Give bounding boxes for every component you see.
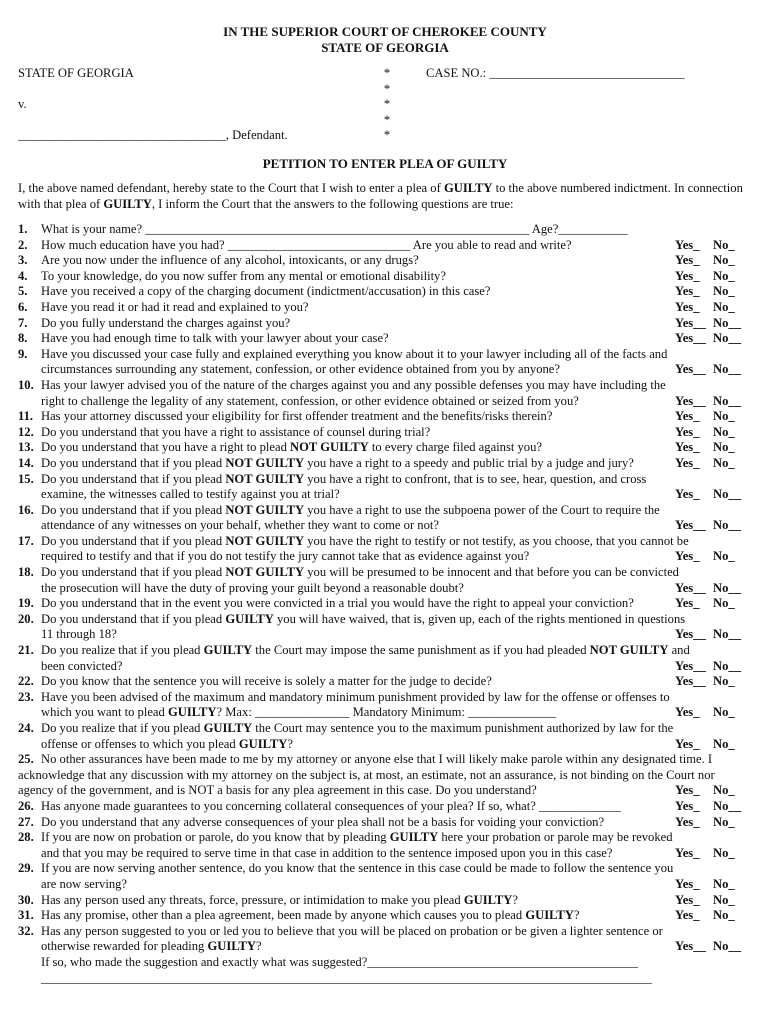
yes-no-answer[interactable]: Yes_ No_ — [675, 736, 735, 751]
question-number: 9. — [18, 346, 28, 361]
yes-no-answer[interactable]: Yes_ No_ — [675, 268, 735, 283]
question-number: 19. — [18, 596, 34, 611]
question-item — [18, 534, 758, 565]
question-item — [18, 924, 758, 955]
question-number: 5. — [18, 284, 28, 299]
court-heading — [0, 24, 770, 56]
question-text: Do you fully understand the charges against you? — [41, 315, 291, 330]
question-text: Has any person used any threats, force, pressure, or intimidation to make you plead GUILTY? — [41, 892, 518, 907]
yes-no-answer[interactable]: Yes_ No_ — [675, 814, 735, 829]
question-number: 22. — [18, 674, 34, 689]
question-text: Have you read it or had it read and explained to you? — [41, 299, 309, 314]
question-text: Has anyone made guarantees to you concerning collateral consequences of your plea? If so, what? _____________ — [41, 798, 621, 813]
yes-no-answer[interactable]: Yes__ No__ — [675, 393, 741, 408]
question-item — [18, 300, 758, 316]
question-text: If you are now serving another sentence, do you know that the sentence in this case could be made to follow the sentence you are now serving? — [41, 861, 674, 891]
question-number: 13. — [18, 440, 34, 455]
question-text: To your knowledge, do you now suffer from any mental or emotional disability? — [41, 268, 446, 283]
question-item — [18, 799, 758, 815]
question-text: Do you realize that if you plead GUILTY the Court may impose the same punishment as if you had pleaded NOT GUILTY and been convicted? — [41, 643, 690, 673]
question-item — [18, 347, 758, 378]
question-number: 14. — [18, 455, 34, 470]
question-number: 11. — [18, 409, 34, 424]
question-number: 17. — [18, 533, 34, 548]
question-text: Has your lawyer advised you of the nature of the charges against you and any possible defenses you may have including the right to challenge the legality of any statement, confession, or other evidence obtained or seized from you? — [41, 377, 666, 408]
question-text: Has your attorney discussed your eligibility for first offender treatment and the benefits/risks therein? — [41, 409, 553, 424]
question-item — [18, 253, 758, 269]
question-text: Do you understand that any adverse consequences of your plea shall not be a basis for voiding your conviction? — [41, 814, 605, 829]
question-item — [18, 893, 758, 909]
yes-no-answer[interactable]: Yes_ No__ — [675, 487, 741, 502]
question-item — [18, 830, 758, 861]
question-number: 25. — [18, 752, 34, 767]
question-text: Has any person suggested to you or led you to believe that you will be placed on probation or be given a lighter sentence or otherwise rewarded for pleading GUILTY? — [41, 923, 663, 954]
question-number: 31. — [18, 908, 34, 923]
question-text: Do you realize that if you plead GUILTY the Court may sentence you to the maximum punishment authorized by law for the offense or offenses to which you plead GUILTY? — [41, 721, 674, 751]
question-text: Has any promise, other than a plea agreement, been made by anyone which causes you to plead GUILTY? — [41, 908, 580, 923]
yes-no-answer[interactable]: Yes_ No__ — [675, 798, 741, 813]
court-name: IN THE SUPERIOR COURT OF CHEROKEE COUNTY — [223, 24, 547, 39]
question-number: 7. — [18, 315, 28, 330]
question-number: 16. — [18, 502, 34, 517]
question-list — [18, 222, 758, 986]
question-item — [18, 269, 758, 285]
yes-no-answer[interactable]: Yes__ No__ — [675, 580, 741, 595]
question-item — [18, 378, 758, 409]
versus-label: v. — [18, 97, 27, 112]
question-item — [18, 690, 758, 721]
question-text: No other assurances have been made to me by my attorney or anyone else that I will likely make parole within any designated time. I acknowledge that any discussion with my attorney on the subject is, at most, an estimate, not an assurance, is not binding on the Court nor agency of the government, and is NOT a basis for any plea agreement in this case. Do you understand? — [18, 752, 715, 798]
yes-no-answer[interactable]: Yes_ No_ — [675, 424, 735, 439]
yes-no-answer[interactable]: Yes_ No_ — [675, 455, 735, 470]
question-item — [18, 955, 758, 971]
question-item — [18, 971, 758, 987]
question-number: 4. — [18, 268, 28, 283]
question-text: Have you received a copy of the charging document (indictment/accusation) in this case? — [41, 284, 491, 299]
question-text: Do you understand that in the event you were convicted in a trial you would have the right to appeal your conviction? — [41, 596, 634, 611]
question-number: 21. — [18, 643, 34, 658]
question-number: 8. — [18, 331, 28, 346]
question-text: Do you understand that you have a right to assistance of counsel during trial? — [41, 424, 431, 439]
question-item — [18, 908, 758, 924]
intro-paragraph: I, the above named defendant, hereby state to the Court that I wish to enter a plea of GUILTY to the above numbered indictment. In connection with that plea of GUILTY, I inform the Court that the answers to the following questions are true: — [18, 181, 743, 211]
question-text: Have you had enough time to talk with your lawyer about your case? — [41, 331, 389, 346]
question-item — [18, 721, 758, 752]
yes-no-answer[interactable]: Yes_ No_ — [675, 284, 735, 299]
question-item — [18, 674, 758, 690]
question-item — [18, 222, 758, 238]
question-text: If you are now on probation or parole, do you know that by pleading GUILTY here your probation or parole may be revoked and that you may be required to serve time in that case in addition to the sentence imposed upon you in this case? — [41, 830, 673, 860]
question-item — [18, 861, 758, 892]
yes-no-answer[interactable]: Yes_ No_ — [675, 237, 735, 252]
question-text: Do you understand that if you plead GUILTY you will have waived, that is, given up, each of the rights mentioned in questions 11 through 18? — [41, 611, 686, 642]
question-text: _________________________________________________________________________________________________ — [41, 970, 652, 985]
question-number: 27. — [18, 814, 34, 829]
yes-no-answer[interactable]: Yes__ No__ — [675, 518, 741, 533]
question-number: 12. — [18, 424, 34, 439]
question-item — [18, 565, 758, 596]
question-number: 23. — [18, 689, 34, 704]
yes-no-answer[interactable]: Yes__ No__ — [675, 627, 741, 642]
question-item — [18, 284, 758, 300]
question-number: 30. — [18, 892, 34, 907]
yes-no-answer[interactable]: Yes__ No__ — [675, 362, 741, 377]
caption-divider: * * * * * — [383, 66, 391, 143]
question-item — [18, 472, 758, 503]
yes-no-answer[interactable]: Yes_ No_ — [675, 253, 735, 268]
question-number: 26. — [18, 798, 34, 813]
question-item — [18, 612, 758, 643]
yes-no-answer[interactable]: Yes_ No_ — [675, 876, 735, 891]
yes-no-answer[interactable]: Yes_ No_ — [675, 892, 735, 907]
case-number-field: CASE NO.: _______________________________ — [426, 66, 685, 80]
question-item — [18, 316, 758, 332]
yes-no-answer[interactable]: Yes__ No__ — [675, 315, 741, 330]
question-item — [18, 643, 758, 674]
question-number: 29. — [18, 861, 34, 876]
question-item — [18, 440, 758, 456]
court-state: STATE OF GEORGIA — [321, 40, 449, 55]
question-text: Do you understand that if you plead NOT GUILTY you will be presumed to be innocent and that before you can be convicted the prosecution will have the duty of proving your guilt beyond a reasonable doubt? — [41, 565, 679, 595]
question-item — [18, 456, 758, 472]
question-number: 6. — [18, 299, 28, 314]
question-item — [18, 596, 758, 612]
yes-no-answer[interactable]: Yes_ No_ — [675, 783, 735, 798]
question-number: 20. — [18, 611, 34, 626]
question-item — [18, 238, 758, 254]
yes-no-answer[interactable]: Yes_ No_ — [675, 596, 735, 611]
question-text: Have you been advised of the maximum and mandatory minimum punishment provided by law for the offense or offenses to which you want to plead GUILTY? Max: _______________ Mandatory Minimum: ______________ — [41, 689, 670, 720]
yes-no-answer[interactable]: Yes_ No_ — [675, 409, 735, 424]
question-text: Do you understand that you have a right to plead NOT GUILTY to every charge filed against you? — [41, 440, 542, 455]
yes-no-answer[interactable]: Yes_ No_ — [675, 908, 735, 923]
question-item — [18, 425, 758, 441]
yes-no-answer[interactable]: Yes_ No_ — [675, 549, 735, 564]
question-text: What is your name? _____________________________________________________________ Age?___________ — [41, 222, 628, 236]
question-number: 32. — [18, 923, 34, 938]
case-caption — [18, 66, 758, 150]
question-text: If so, who made the suggestion and exactly what was suggested?___________________________________________ — [41, 954, 639, 969]
yes-no-answer[interactable]: Yes_ No_ — [675, 845, 735, 860]
question-item — [18, 331, 758, 347]
question-item — [18, 815, 758, 831]
question-text: Are you now under the influence of any alcohol, intoxicants, or any drugs? — [41, 253, 419, 268]
yes-no-answer[interactable]: Yes__ No__ — [675, 331, 741, 346]
yes-no-answer[interactable]: Yes__ No_ — [675, 674, 735, 689]
yes-no-answer[interactable]: Yes_ No_ — [675, 705, 735, 720]
question-number: 28. — [18, 830, 34, 845]
question-item — [18, 503, 758, 534]
yes-no-answer[interactable]: Yes__ No__ — [675, 658, 741, 673]
plaintiff-name: STATE OF GEORGIA — [18, 66, 134, 80]
yes-no-answer[interactable]: Yes_ No_ — [675, 299, 735, 314]
question-text: Do you understand that if you plead NOT GUILTY you have a right to a speedy and public trial by a judge and jury? — [41, 455, 634, 470]
question-text: Do you understand that if you plead NOT GUILTY you have a right to confront, that is to see, hear, question, and cross examine, the witnesses called to testify against you at trial? — [41, 471, 647, 502]
question-item — [18, 752, 758, 799]
question-text: Have you discussed your case fully and explained everything you know about it to your lawyer including all of the facts and circumstances surrounding any statement, confession, or other evidence obtained from you by anyone? — [41, 346, 668, 377]
question-number: 1. — [18, 222, 28, 236]
question-number: 10. — [18, 377, 34, 392]
yes-no-answer[interactable]: Yes_ No_ — [675, 440, 735, 455]
question-number: 2. — [18, 237, 28, 252]
question-text: Do you understand that if you plead NOT GUILTY you have a right to use the subpoena power of the Court to require the attendance of any witnesses on your behalf, whether they want to come or not? — [41, 502, 660, 533]
yes-no-answer[interactable]: Yes__ No__ — [675, 939, 741, 954]
question-text: Do you understand that if you plead NOT GUILTY you have the right to testify or not testify, as you choose, that you cannot be required to testify and that if you do not testify the jury cannot take that as evidence against you? — [41, 533, 689, 564]
petition-title: PETITION TO ENTER PLEA OF GUILTY — [262, 156, 508, 171]
question-text: Do you know that the sentence you will receive is solely a matter for the judge to decide? — [41, 674, 492, 689]
question-number: 3. — [18, 253, 28, 268]
question-number: 24. — [18, 721, 34, 735]
question-item — [18, 409, 758, 425]
question-number: 15. — [18, 471, 34, 486]
question-text: How much education have you had? _____________________________ Are you able to read and write? — [41, 237, 572, 252]
defendant-line: _________________________________, Defendant. — [18, 128, 288, 143]
question-number: 18. — [18, 565, 34, 580]
